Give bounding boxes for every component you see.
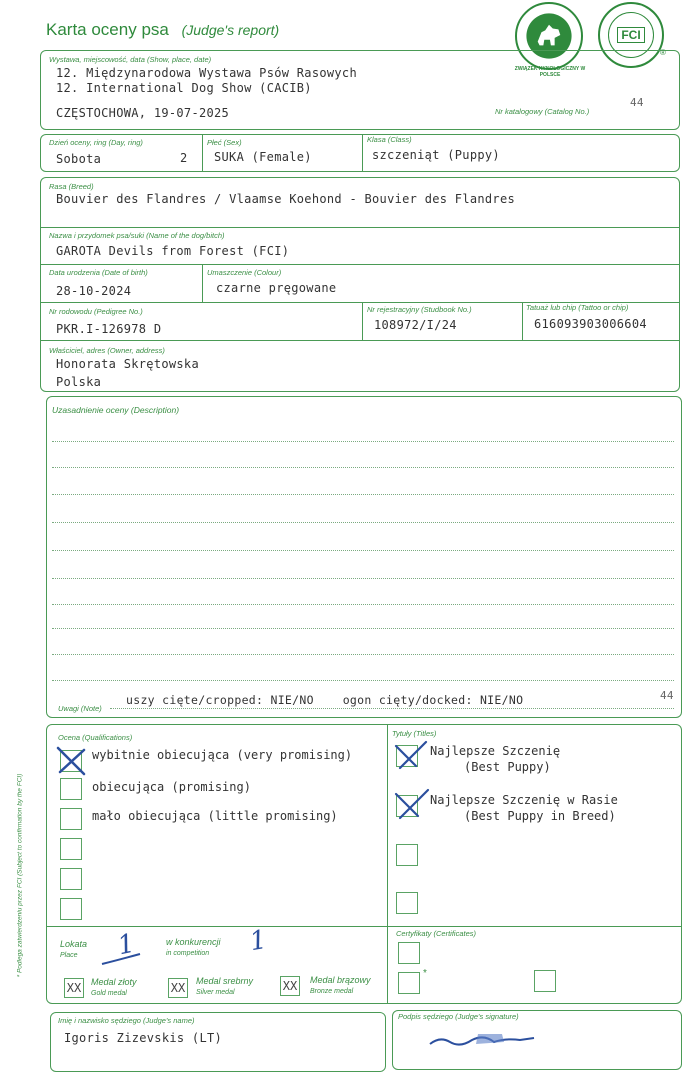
day-value: Sobota (56, 152, 102, 166)
sex-value: SUKA (Female) (214, 150, 312, 164)
studbook-label: Nr rejestracyjny (Studbook No.) (367, 305, 472, 314)
form-title (46, 20, 279, 40)
checkmark-cross-icon (390, 738, 432, 774)
certificate-footnote-mark: * (423, 968, 427, 979)
judge-name-value: Igoris Zizevskis (LT) (64, 1031, 223, 1045)
certificate-checkbox-1[interactable] (398, 942, 420, 964)
show-label: Wystawa, miejscowość, data (Show, place, date) (49, 55, 212, 64)
competition-label-en: in competition (166, 950, 210, 957)
chip-label: Tatuaż lub chip (Tattoo or chip) (526, 303, 629, 312)
qualification-checkbox-3[interactable] (60, 808, 82, 830)
owner-label: Właściciel, adres (Owner, address) (49, 346, 165, 355)
notes-catalog-no: 44 (660, 689, 674, 702)
show-name-en: 12. International Dog Show (CACIB) (56, 81, 312, 95)
gold-medal-box[interactable]: XX (64, 978, 84, 998)
title-2-line2: (Best Puppy in Breed) (464, 809, 616, 823)
colour-label: Umaszczenie (Colour) (207, 268, 282, 277)
handwritten-underline-icon (100, 950, 144, 968)
gold-medal-label-en: Gold medal (91, 990, 127, 997)
title-1-line1: Najlepsze Szczenię (430, 744, 561, 758)
class-value: szczeniąt (Puppy) (372, 148, 500, 162)
competition-value: 1 (247, 924, 270, 958)
class-label: Klasa (Class) (367, 135, 412, 144)
catalog-no-value: 44 (630, 96, 644, 109)
competition-label: w konkurencji (166, 937, 221, 947)
dog-name-value: GAROTA Devils from Forest (FCI) (56, 244, 290, 258)
fci-footnote: * Podlega zatwierdzeniu przez FCI (Subject to confirmation by the FCI) (16, 773, 24, 978)
bronze-medal-label: Medal brązowy (310, 975, 371, 985)
studbook-value: 108972/I/24 (374, 318, 457, 332)
notes-label: Uwagi (Note) (58, 704, 102, 713)
title-1-line2: (Best Puppy) (464, 760, 551, 774)
silver-medal-label-en: Silver medal (196, 989, 235, 996)
sex-label: Płeć (Sex) (207, 138, 242, 147)
fci-logo-text: FCI (617, 27, 644, 43)
titles-label: Tytuły (Titles) (392, 729, 437, 738)
place-value: 1 (115, 928, 138, 962)
silver-medal-box[interactable]: XX (168, 978, 188, 998)
pedigree-value: PKR.I-126978 D (56, 322, 162, 336)
owner-name: Honorata Skrętowska (56, 357, 199, 371)
zkwp-seal-text: ZWIĄZEK KYNOLOGICZNY W POLSCE (514, 66, 586, 78)
notes-value: uszy cięte/cropped: NIE/NO ogon cięty/docked: NIE/NO (126, 693, 524, 707)
ring-value: 2 (180, 151, 188, 165)
dog-name-label: Nazwa i przydomek psa/suki (Name of the dog/bitch) (49, 231, 225, 240)
certificate-checkbox-2[interactable] (398, 972, 420, 994)
certificate-checkbox-3[interactable] (534, 970, 556, 992)
qualification-checkbox-4[interactable] (60, 838, 82, 860)
qualification-checkbox-6[interactable] (60, 898, 82, 920)
qualification-checkbox-2[interactable] (60, 778, 82, 800)
form-title-pl: Karta oceny psa (46, 20, 169, 39)
title-checkbox-3[interactable] (396, 844, 418, 866)
breed-label: Rasa (Breed) (49, 182, 94, 191)
qualification-option-3: mało obiecująca (little promising) (92, 809, 338, 823)
judge-name-label: Imię i nazwisko sędziego (Judge's name) (58, 1016, 195, 1025)
silver-medal-label: Medal srebrny (196, 976, 254, 986)
registered-mark: ® (660, 48, 666, 57)
show-place-date: CZĘSTOCHOWA, 19-07-2025 (56, 106, 230, 120)
show-name-pl: 12. Międzynarodowa Wystawa Psów Rasowych (56, 66, 357, 80)
checkmark-cross-icon (54, 742, 90, 778)
judge-signature-icon (428, 1030, 538, 1048)
bronze-medal-label-en: Bronze medal (310, 988, 354, 995)
owner-country: Polska (56, 375, 102, 389)
qualifications-label: Ocena (Qualifications) (58, 733, 133, 742)
certificates-label: Certyfikaty (Certificates) (396, 929, 477, 938)
gold-medal-label: Medal złoty (91, 977, 137, 987)
description-section (46, 396, 682, 718)
checkmark-cross-icon (390, 786, 434, 822)
form-title-en: (Judge's report) (181, 22, 280, 38)
description-label: Uzasadnienie oceny (Description) (52, 405, 180, 415)
dob-value: 28-10-2024 (56, 284, 132, 298)
chip-value: 616093903006604 (534, 317, 647, 331)
catalog-no-label: Nr katalogowy (Catalog No.) (495, 107, 590, 116)
day-label: Dzień oceny, ring (Day, ring) (49, 138, 143, 147)
colour-value: czarne pręgowane (216, 281, 337, 295)
title-checkbox-4[interactable] (396, 892, 418, 914)
qualification-option-2: obiecująca (promising) (92, 780, 251, 794)
bronze-medal-box[interactable]: XX (280, 976, 300, 996)
dob-label: Data urodzenia (Date of birth) (49, 268, 148, 277)
place-label: Lokata (60, 939, 88, 949)
qualification-checkbox-5[interactable] (60, 868, 82, 890)
qualification-option-1: wybitnie obiecująca (very promising) (92, 748, 353, 762)
pedigree-label: Nr rodowodu (Pedigree No.) (49, 307, 143, 316)
breed-value: Bouvier des Flandres / Vlaamse Koehond - Bouvier des Flandres (56, 192, 516, 206)
judge-signature-label: Podpis sędziego (Judge's signature) (398, 1012, 519, 1021)
title-2-line1: Najlepsze Szczenię w Rasie (430, 793, 618, 807)
place-label-en: Place (60, 952, 78, 959)
